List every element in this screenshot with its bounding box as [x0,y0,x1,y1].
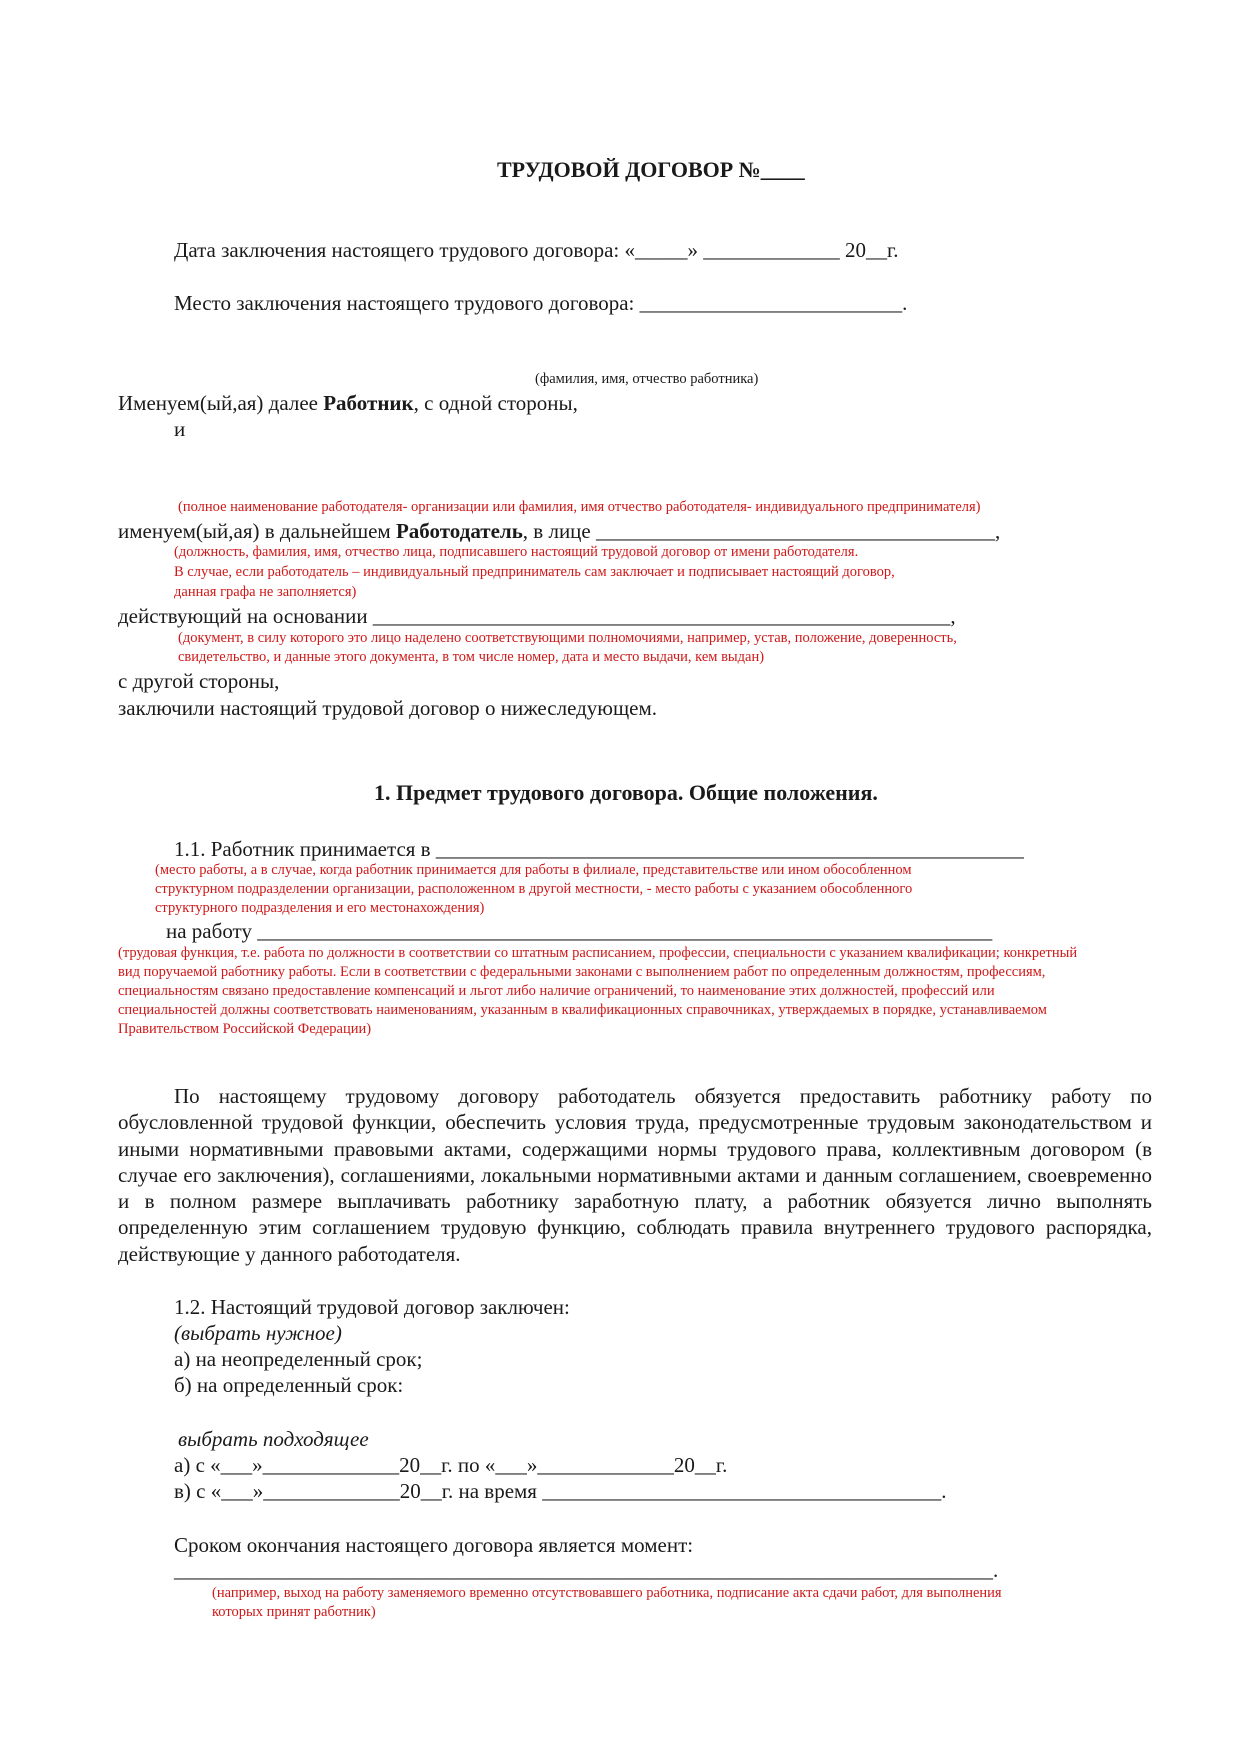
employer-line: именуем(ый,ая) в дальнейшем Работодатель, в лице ______________________________________, [118,519,1001,543]
representative-note-line: В случае, если работодатель – индивидуальный предприниматель сам заключает и подписывает настоящий договор, [174,564,895,580]
basis-note-line: (документ, в силу которого это лицо наделено соответствующими полномочиями, например, устав, положение, доверенность, [178,630,957,646]
end-blank-line: ______________________________________________________________________________. [174,1558,999,1582]
date-line: Дата заключения настоящего трудового договора: «_____» _____________ 20__г. [174,238,899,262]
clause-1-2: 1.2. Настоящий трудовой договор заключен: [174,1295,570,1319]
and-word: и [174,417,186,441]
option-a: а) на неопределенный срок; [174,1347,423,1371]
representative-note-line: (должность, фамилия, имя, отчество лица, подписавшего настоящий трудовой договор от имени работодателя. [174,544,859,560]
employee-caption: (фамилия, имя, отчество работника) [535,371,759,387]
place-line: Место заключения настоящего трудового договора: _________________________. [174,291,908,315]
job-line: на работу ______________________________________________________________________ [166,919,993,943]
document-title: ТРУДОВОЙ ДОГОВОР №____ [497,157,805,182]
job-note-line: вид поручаемой работнику работы. Если в соответствии с федеральными законами с выполнением работ по определенным должностям, профессиям, [118,964,1046,980]
job-note-line: специальностей должны соответствовать наименованиям, указанным в квалификационных справочниках, утверждаемых в порядке, устанавливаемом [118,1002,1047,1018]
employer-name-note: (полное наименование работодателя- организации или фамилия, имя отчество работодателя- индивидуального предпринимателя) [178,499,981,515]
term-b-line: в) с «___»_____________20__г. на время ______________________________________. [174,1479,947,1503]
basis-note-line: свидетельство, и данные этого документа, в том числе номер, дата и место выдачи, кем выдан) [178,649,765,665]
section-1-title: 1. Предмет трудового договора. Общие положения. [374,780,878,805]
job-note-line: Правительством Российской Федерации) [118,1021,372,1037]
basis-line: действующий на основании _______________________________________________________, [118,604,956,628]
job-note-line: (трудовая функция, т.е. работа по должности в соответствии со штатным расписанием, профессии, специальности с указанием квалификации; конкретный [118,945,1078,961]
workplace-note-line: (место работы, а в случае, когда работник принимается для работы в филиале, представительстве или ином обособленном [155,862,912,878]
obligations-paragraph: По настоящему трудовому договору работодатель обязуется предоставить работнику работу по обусловленной трудовой функции, обеспечить условия труда, предусмотренные трудовым законодательством и иными нормативными правовыми актами, содержащими нормы трудового права, коллективным договором (в случае его заключения), соглашениями, локальными нормативными актами и данным соглашением, своевременно и в полном размере выплачивать работнику заработную плату, а работник обязуется лично выполнять определенную этим соглашением трудовую функцию, соблюдать правила внутреннего трудового распорядка, действующие у данного работодателя. [118,1084,1152,1266]
end-note-line: которых принят работник) [212,1604,376,1620]
workplace-note-line: структурном подразделении организации, расположенном в другой местности, - место работы с указанием обособленного [155,881,913,897]
choose-suitable-hint: выбрать подходящее [178,1427,369,1451]
choose-needed-hint: (выбрать нужное) [174,1321,342,1345]
option-b: б) на определенный срок: [174,1373,404,1397]
concluded-line: заключили настоящий трудовой договор о нижеследующем. [118,696,658,720]
end-note-line: (например, выход на работу заменяемого временно отсутствовавшего работника, подписание акта сдачи работ, для выполнения [212,1585,1002,1601]
term-a-line: а) с «___»_____________20__г. по «___»_____________20__г. [174,1453,728,1477]
clause-1-1: 1.1. Работник принимается в ________________________________________________________ [174,837,1024,861]
employee-line: Именуем(ый,ая) далее Работник, с одной стороны, [118,391,578,415]
end-moment-line: Сроком окончания настоящего договора является момент: [174,1533,694,1557]
workplace-note-line: структурного подразделения и его местонахождения) [155,900,485,916]
other-side-line: с другой стороны, [118,669,280,693]
representative-note-line: данная графа не заполняется) [174,584,357,600]
job-note-line: специальностям связано предоставление компенсаций и льгот либо наличие ограничений, то наименование этих должностей, профессий или [118,983,995,999]
